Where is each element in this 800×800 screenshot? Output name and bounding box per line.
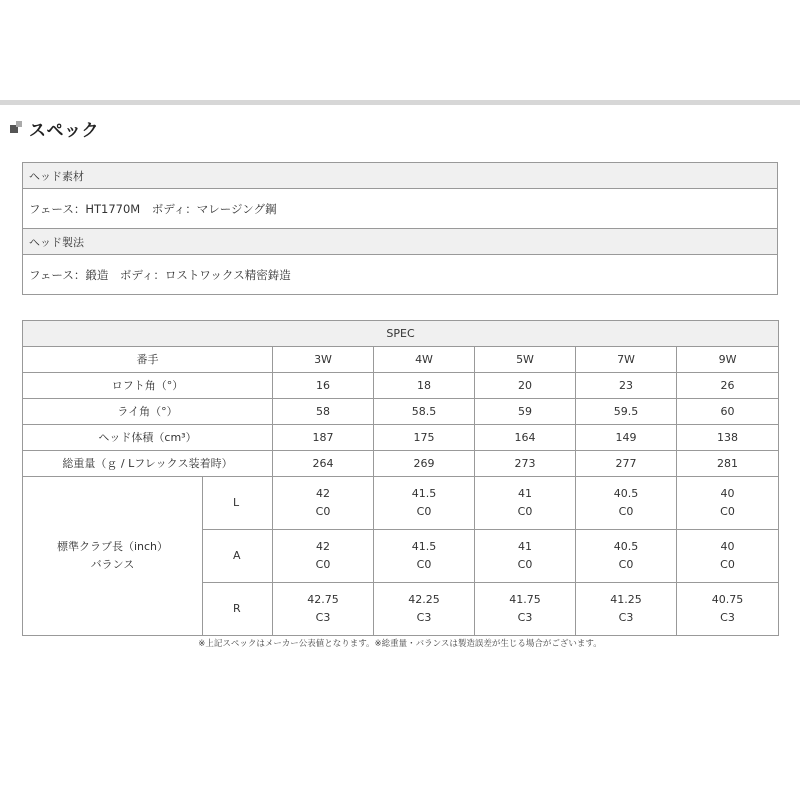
material-table <box>22 162 778 295</box>
row-label: ロフト角（°） <box>23 373 273 399</box>
cell: 58 <box>273 399 374 425</box>
cell: 273 <box>475 451 576 477</box>
cell: 281 <box>677 451 779 477</box>
table-row <box>23 425 779 451</box>
head-method-value: フェース：鍛造 ボディ：ロストワックス精密鋳造 <box>23 255 778 295</box>
table-row <box>23 451 779 477</box>
row-label: ライ角（°） <box>23 399 273 425</box>
cell: 59 <box>475 399 576 425</box>
cell: 23 <box>576 373 677 399</box>
cell: 18 <box>374 373 475 399</box>
cell: 264 <box>273 451 374 477</box>
flex-label: L <box>203 477 273 530</box>
cell: 40.75 C3 <box>677 583 779 636</box>
cell: 41 C0 <box>475 530 576 583</box>
footnote: ※上記スペックはメーカー公表値となります。※総重量・バランスは製造誤差が生じる場合がございます。 <box>198 639 602 649</box>
cell: 40.5 C0 <box>576 530 677 583</box>
cell: 138 <box>677 425 779 451</box>
cell: 42.75 C3 <box>273 583 374 636</box>
cell: 7W <box>576 347 677 373</box>
balance-label: バランス <box>90 558 135 571</box>
head-material-value: フェース：HT1770M ボディ：マレージング鋼 <box>23 189 778 229</box>
length-label: 標準クラブ長（inch） <box>56 540 169 553</box>
table-row <box>23 477 779 530</box>
section-title: スペック <box>29 120 99 141</box>
cell: 41 C0 <box>475 477 576 530</box>
cell: 60 <box>677 399 779 425</box>
section-heading <box>10 117 99 139</box>
cell: 5W <box>475 347 576 373</box>
cell: 41.5 C0 <box>374 477 475 530</box>
cell: 41.75 C3 <box>475 583 576 636</box>
length-balance-label <box>23 477 203 636</box>
cell: 41.5 C0 <box>374 530 475 583</box>
flex-label: R <box>203 583 273 636</box>
cell: 3W <box>273 347 374 373</box>
cell: 26 <box>677 373 779 399</box>
cell: 42.25 C3 <box>374 583 475 636</box>
top-divider <box>0 100 800 105</box>
cell: 41.25 C3 <box>576 583 677 636</box>
row-label: 番手 <box>23 347 273 373</box>
cell: 40 C0 <box>677 477 779 530</box>
cell: 9W <box>677 347 779 373</box>
table-row <box>23 399 779 425</box>
cell: 20 <box>475 373 576 399</box>
cell: 269 <box>374 451 475 477</box>
cell: 40 C0 <box>677 530 779 583</box>
cell: 164 <box>475 425 576 451</box>
cell: 40.5 C0 <box>576 477 677 530</box>
cell: 277 <box>576 451 677 477</box>
cell: 175 <box>374 425 475 451</box>
square-bullet-icon <box>10 121 24 135</box>
cell: 16 <box>273 373 374 399</box>
head-material-label: ヘッド素材 <box>23 163 778 189</box>
table-row <box>23 347 779 373</box>
spec-table <box>22 320 779 636</box>
table-row <box>23 373 779 399</box>
row-label: ヘッド体積（cm³） <box>23 425 273 451</box>
cell: 187 <box>273 425 374 451</box>
cell: 149 <box>576 425 677 451</box>
cell: 59.5 <box>576 399 677 425</box>
cell: 58.5 <box>374 399 475 425</box>
spec-title: SPEC <box>23 321 779 347</box>
cell: 42 C0 <box>273 530 374 583</box>
cell: 42 C0 <box>273 477 374 530</box>
flex-label: A <box>203 530 273 583</box>
head-method-label: ヘッド製法 <box>23 229 778 255</box>
row-label: 総重量（ｇ / Lフレックス装着時） <box>23 451 273 477</box>
cell: 4W <box>374 347 475 373</box>
